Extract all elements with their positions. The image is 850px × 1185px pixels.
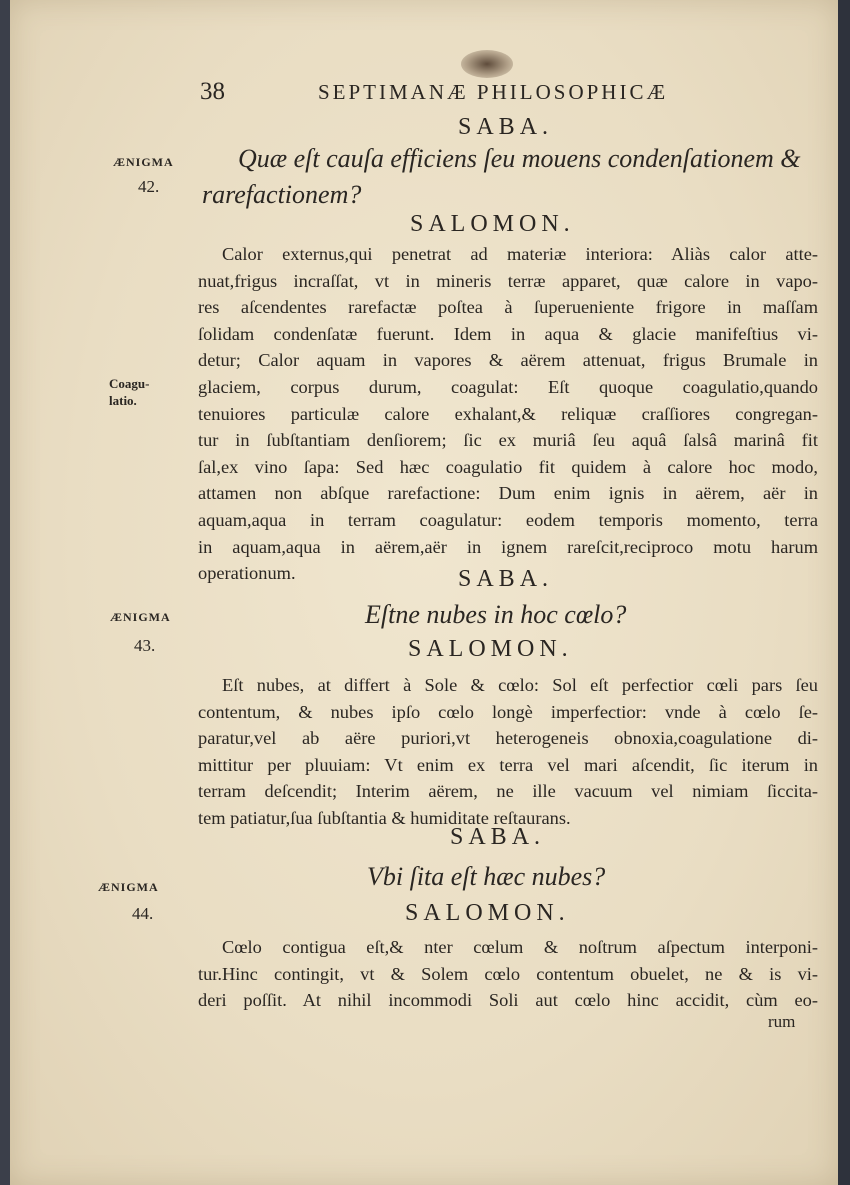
question-42-line-1: Quæ eſt cauſa efficiens ſeu mouens condenſationem & [238, 144, 801, 173]
catchword: rum [768, 1012, 796, 1031]
page-number: 38 [200, 78, 225, 105]
margin-enigma-number-44: 44. [132, 904, 154, 923]
question-42-line-2: rarefactionem? [202, 180, 362, 209]
text-line: tur in ſubſtantiam denſiorem; ſic ex muriâ ſeu aquâ ſalsâ marinâ fit [198, 430, 818, 451]
gloss-line: latio. [109, 393, 137, 408]
margin-gloss-coagulatio [109, 375, 149, 409]
question-43: Eſtne nubes in hoc cœlo? [365, 600, 627, 629]
text-line: ſal,ex vino ſapa: Sed hæc coagulatio fit quidem à calore hoc modo, [198, 456, 818, 477]
text-line: paratur,vel ab aëre puriori,vt heterogeneis obnoxia,coagulatione di- [198, 728, 818, 749]
respondent-salomon-44: SALOMON. [405, 900, 570, 926]
margin-enigma-label-43: ÆNIGMA [110, 610, 171, 624]
margin-enigma-number-43: 43. [134, 636, 156, 655]
answer-43-text [198, 672, 818, 832]
text-line: terram deſcendit; Interim aërem, ne ille vacuum vel nimiam ſiccita- [198, 781, 818, 802]
text-line: aquam,aqua in terram coagulatur: eodem temporis momento, terra [198, 509, 818, 530]
text-line: deri poſſit. At nihil incommodi Soli aut cœlo hinc accidit, cùm eo- [198, 990, 818, 1011]
text-line: Eſt nubes, at differt à Sole & cœlo: Sol eſt perfectior cœli pars ſeu [222, 675, 818, 695]
text-line: nuat,frigus incraſſat, vt in mineris terræ apparet, quæ calore in vapo- [198, 270, 818, 291]
book-page [10, 0, 838, 1185]
gloss-line: Coagu- [109, 376, 150, 391]
text-line: in aquam,aqua in aërem,aër in ignem rareſcit,reciproco motu harum [198, 536, 818, 557]
running-title: SEPTIMANÆ PHILOSOPHICÆ [318, 80, 669, 104]
text-line: ſolidam condenſatæ fuerunt. Idem in aqua & glacie manifeſtius vi- [198, 323, 818, 344]
answer-44-text [198, 934, 818, 1014]
text-line: operationum. [198, 563, 296, 584]
text-line: detur; Calor aquam in vapores & aërem attenuat, frigus Brumale in [198, 350, 818, 371]
respondent-salomon-43: SALOMON. [408, 636, 573, 662]
text-line: tur.Hinc contingit, vt & Solem cœlo contentum obuelet, ne & is vi- [198, 963, 818, 984]
text-line: tem patiatur,ſua ſubſtantia & humiditate reſtaurans. [198, 807, 571, 828]
speaker-saba-44: SABA. [450, 824, 546, 850]
text-line: attamen non abſque rarefactione: Dum enim ignis in aërem, aër in [198, 483, 818, 504]
text-line: mittitur per pluuiam: Vt enim ex terra vel mari aſcendit, ſic iterum in [198, 754, 818, 775]
question-44: Vbi ſita eſt hæc nubes? [367, 862, 606, 891]
text-line: contentum, & nubes ipſo cœlo longè imperfectior: vnde à cœlo ſe- [198, 701, 818, 722]
answer-42-text [198, 241, 818, 587]
text-line: res aſcendentes rarefactæ poſtea à ſuperueniente frigore in maſſam [198, 297, 818, 318]
speaker-saba-43: SABA. [458, 566, 554, 592]
ink-blot [461, 50, 513, 78]
text-line: Calor externus,qui penetrat ad materiæ interiora: Aliàs calor atte- [222, 244, 818, 264]
speaker-saba-42: SABA. [458, 114, 554, 140]
respondent-salomon-42: SALOMON. [410, 211, 575, 237]
margin-enigma-label-42: ÆNIGMA [113, 155, 174, 169]
scan-background-edge [838, 0, 850, 1185]
margin-enigma-number-42: 42. [138, 177, 160, 196]
text-line: Cœlo contigua eſt,& nter cœlum & noſtrum aſpectum interponi- [222, 937, 818, 957]
text-line: tenuiores particulæ calore exhalant,& reliquæ craſſiores congregan- [198, 403, 818, 424]
margin-enigma-label-44: ÆNIGMA [98, 880, 159, 894]
text-line: glaciem, corpus durum, coagulat: Eſt quoque coagulatio,quando [198, 376, 818, 397]
